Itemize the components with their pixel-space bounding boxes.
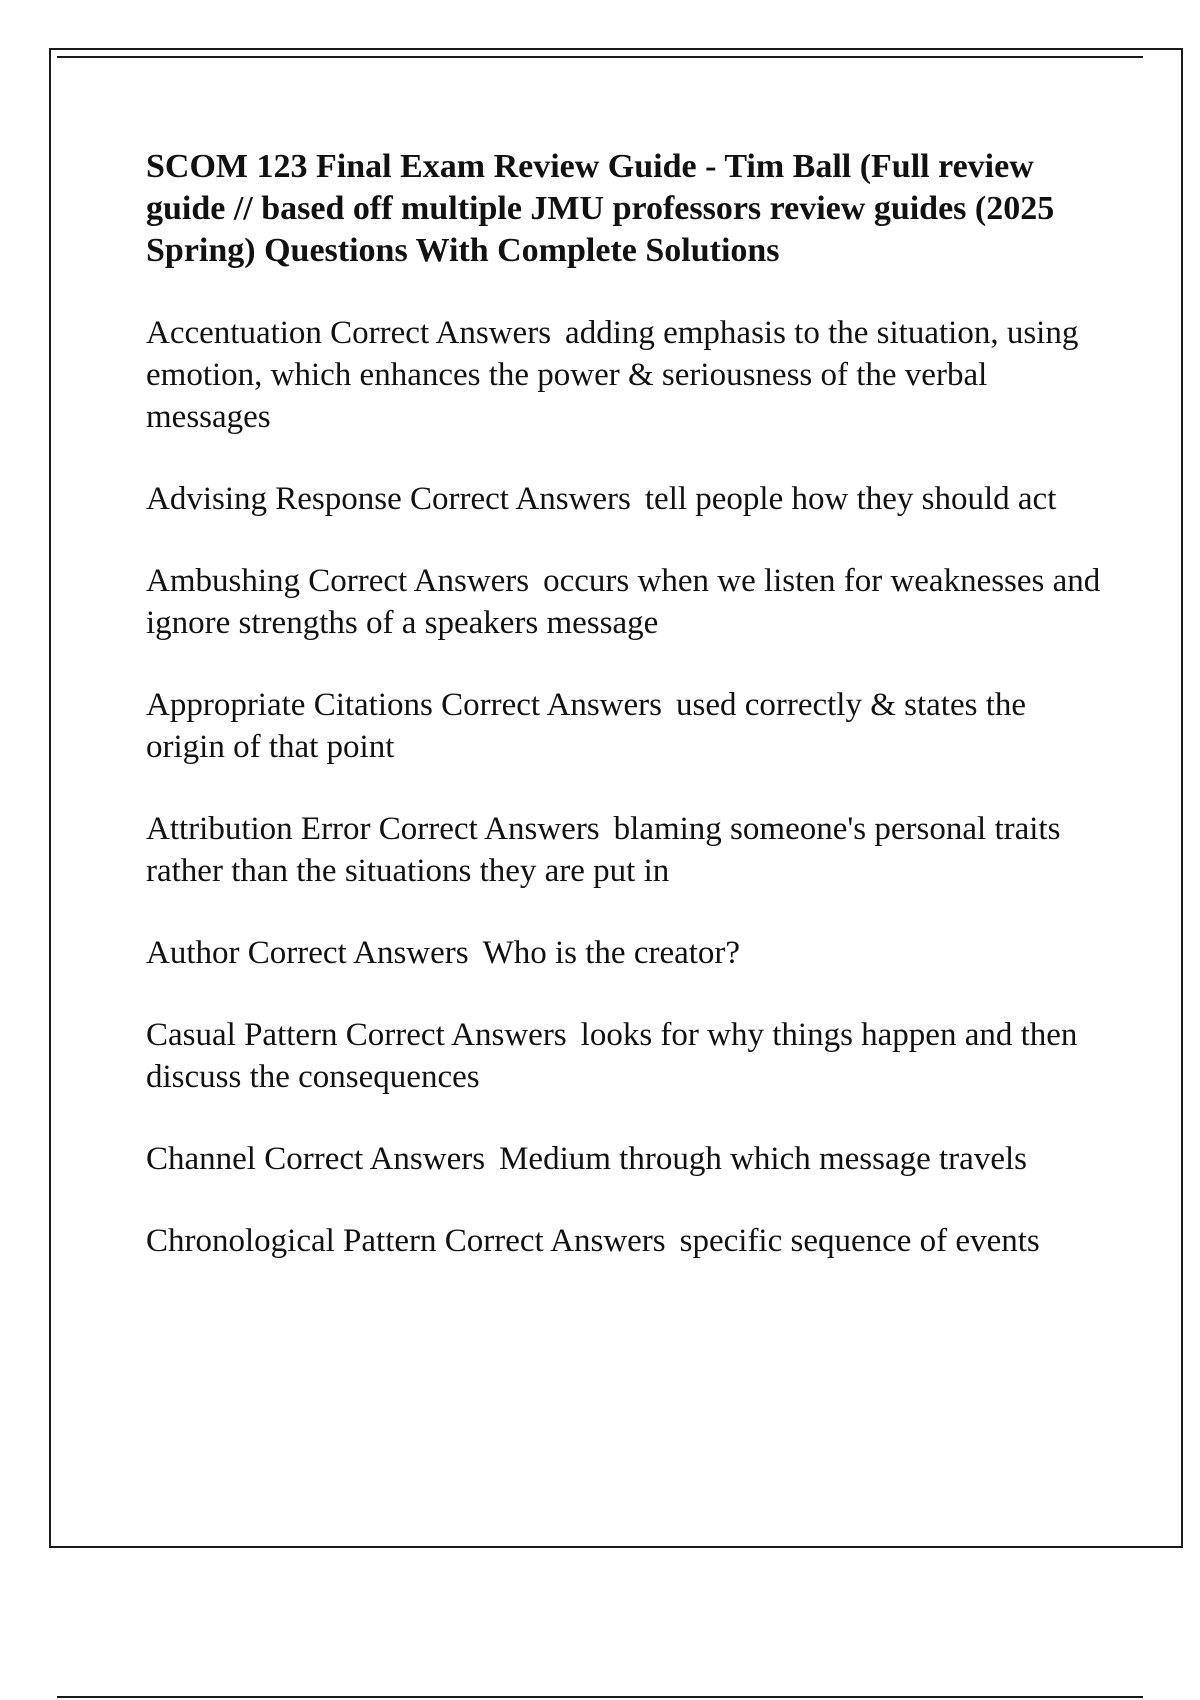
entry-definition: occurs when we listen for weaknesses and ignore strengths of a speakers message [146,563,1101,641]
document-title: SCOM 123 Final Exam Review Guide - Tim Ball (Full review guide // based off multiple JMU professors review guides (2025 Spring) Questions With Complete Solutions [146,148,1055,269]
document-body [146,146,1106,1302]
list-item [146,1220,1106,1262]
entry-term: Ambushing Correct Answers [146,563,530,599]
entry-definition: Who is the creator? [482,935,741,971]
entry-term: Accentuation Correct Answers [146,315,552,351]
list-item [146,684,1106,768]
entry-definition: tell people how they should act [644,481,1057,517]
list-item [146,808,1106,892]
list-item [146,1014,1106,1098]
entry-term: Chronological Pattern Correct Answers [146,1223,666,1259]
entry-term: Author Correct Answers [146,935,469,971]
entry-definition: Medium through which message travels [499,1141,1027,1177]
entry-term: Advising Response Correct Answers [146,481,631,517]
entry-term: Channel Correct Answers [146,1141,486,1177]
entry-term: Attribution Error Correct Answers [146,811,600,847]
entry-definition: blaming someone's personal traits rather than the situations they are put in [146,811,1061,889]
bottom-rule [57,1696,1143,1698]
entry-definition: used correctly & states the origin of that point [146,687,1027,765]
entry-definition: looks for why things happen and then discuss the consequences [146,1017,1078,1095]
list-item [146,560,1106,644]
entry-definition: specific sequence of events [679,1223,1040,1259]
list-item [146,312,1106,438]
list-item [146,932,1106,974]
top-rule [57,56,1143,58]
list-item [146,478,1106,520]
entry-term: Casual Pattern Correct Answers [146,1017,567,1053]
entry-term: Appropriate Citations Correct Answers [146,687,662,723]
entry-definition: adding emphasis to the situation, using emotion, which enhances the power & seriousness of the verbal messages [146,315,1079,435]
list-item [146,1138,1106,1180]
